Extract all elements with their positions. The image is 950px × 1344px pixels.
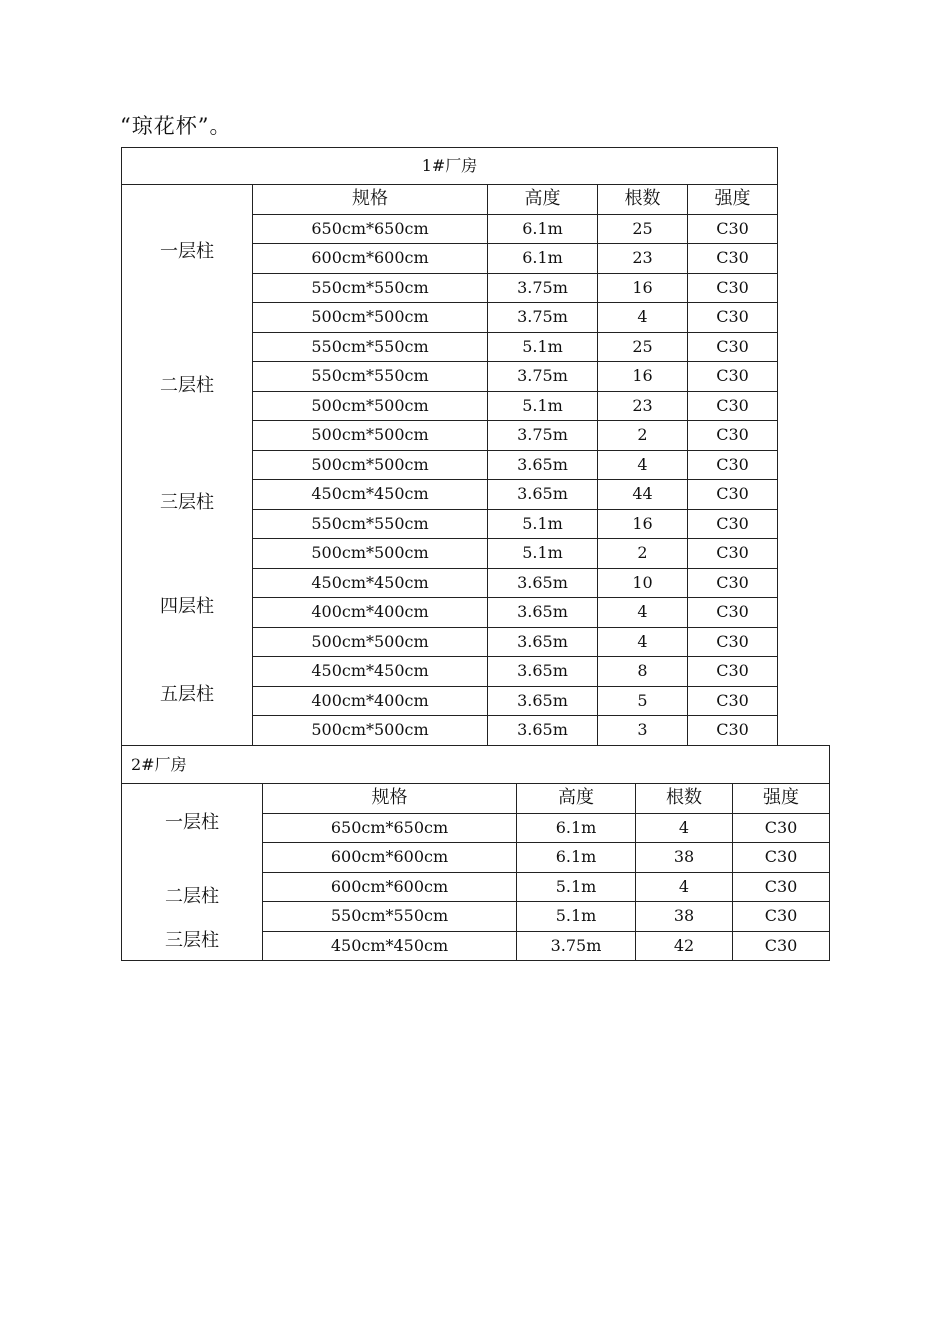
header-cell: 规格 — [253, 185, 488, 215]
count-cell: 4 — [636, 872, 733, 902]
header-cell: 高度 — [517, 784, 636, 814]
height-cell: 5.1m — [488, 509, 598, 539]
height-cell: 5.1m — [517, 872, 636, 902]
count-cell: 2 — [598, 421, 688, 451]
intro-text: “琼花杯”。 — [120, 114, 232, 138]
strength-cell: C30 — [688, 657, 778, 687]
count-cell: 38 — [636, 843, 733, 873]
floor-label: 一层柱 — [165, 812, 219, 833]
height-cell: 3.75m — [488, 273, 598, 303]
strength-cell: C30 — [688, 598, 778, 628]
height-cell: 3.75m — [488, 362, 598, 392]
spec-cell: 450cm*450cm — [253, 657, 488, 687]
count-cell: 4 — [598, 450, 688, 480]
header-cell: 根数 — [598, 185, 688, 215]
height-cell: 6.1m — [517, 813, 636, 843]
spec-cell: 500cm*500cm — [253, 627, 488, 657]
strength-cell: C30 — [733, 872, 830, 902]
height-cell: 5.1m — [488, 332, 598, 362]
header-cell: 规格 — [263, 784, 517, 814]
count-cell: 38 — [636, 902, 733, 932]
count-cell: 16 — [598, 509, 688, 539]
spec-cell: 600cm*600cm — [263, 843, 517, 873]
factory-2-table — [121, 745, 830, 961]
strength-cell: C30 — [688, 539, 778, 569]
floor-label-column — [122, 784, 263, 961]
spec-cell: 400cm*400cm — [253, 598, 488, 628]
height-cell: 6.1m — [488, 244, 598, 274]
spec-cell: 600cm*600cm — [253, 244, 488, 274]
spec-cell: 650cm*650cm — [253, 214, 488, 244]
count-cell: 23 — [598, 244, 688, 274]
count-cell: 3 — [598, 716, 688, 746]
factory-1-table — [121, 147, 778, 746]
count-cell: 23 — [598, 391, 688, 421]
count-cell: 4 — [598, 627, 688, 657]
strength-cell: C30 — [733, 931, 830, 961]
spec-cell: 550cm*550cm — [253, 362, 488, 392]
height-cell: 3.65m — [488, 716, 598, 746]
height-cell: 3.65m — [488, 686, 598, 716]
strength-cell: C30 — [688, 568, 778, 598]
spec-cell: 550cm*550cm — [253, 509, 488, 539]
floor-label: 二层柱 — [160, 375, 214, 396]
height-cell: 3.65m — [488, 598, 598, 628]
floor-label: 三层柱 — [160, 492, 214, 513]
header-cell: 根数 — [636, 784, 733, 814]
header-cell: 高度 — [488, 185, 598, 215]
floor-label: 一层柱 — [160, 241, 214, 262]
strength-cell: C30 — [688, 686, 778, 716]
table-title: 1#厂房 — [122, 148, 778, 185]
strength-cell: C30 — [688, 362, 778, 392]
count-cell: 5 — [598, 686, 688, 716]
strength-cell: C30 — [688, 716, 778, 746]
spec-cell: 500cm*500cm — [253, 391, 488, 421]
height-cell: 5.1m — [488, 391, 598, 421]
height-cell: 3.75m — [488, 421, 598, 451]
strength-cell: C30 — [688, 627, 778, 657]
count-cell: 25 — [598, 214, 688, 244]
header-cell: 强度 — [733, 784, 830, 814]
height-cell: 3.75m — [488, 303, 598, 333]
count-cell: 4 — [636, 813, 733, 843]
strength-cell: C30 — [688, 391, 778, 421]
strength-cell: C30 — [733, 813, 830, 843]
floor-label-column — [122, 185, 253, 746]
spec-cell: 500cm*500cm — [253, 303, 488, 333]
count-cell: 42 — [636, 931, 733, 961]
spec-cell: 450cm*450cm — [253, 480, 488, 510]
spec-cell: 650cm*650cm — [263, 813, 517, 843]
strength-cell: C30 — [688, 450, 778, 480]
count-cell: 8 — [598, 657, 688, 687]
count-cell: 25 — [598, 332, 688, 362]
strength-cell: C30 — [688, 480, 778, 510]
spec-cell: 550cm*550cm — [263, 902, 517, 932]
strength-cell: C30 — [733, 843, 830, 873]
strength-cell: C30 — [688, 332, 778, 362]
height-cell: 3.65m — [488, 627, 598, 657]
floor-label: 四层柱 — [160, 596, 214, 617]
header-cell: 强度 — [688, 185, 778, 215]
spec-cell: 450cm*450cm — [253, 568, 488, 598]
spec-cell: 400cm*400cm — [253, 686, 488, 716]
spec-cell: 500cm*500cm — [253, 421, 488, 451]
floor-label: 五层柱 — [160, 684, 214, 705]
strength-cell: C30 — [733, 902, 830, 932]
count-cell: 16 — [598, 362, 688, 392]
height-cell: 5.1m — [517, 902, 636, 932]
spec-cell: 550cm*550cm — [253, 273, 488, 303]
count-cell: 10 — [598, 568, 688, 598]
height-cell: 3.75m — [517, 931, 636, 961]
strength-cell: C30 — [688, 303, 778, 333]
count-cell: 4 — [598, 598, 688, 628]
height-cell: 3.65m — [488, 480, 598, 510]
spec-cell: 500cm*500cm — [253, 450, 488, 480]
spec-cell: 600cm*600cm — [263, 872, 517, 902]
height-cell: 3.65m — [488, 657, 598, 687]
floor-label: 三层柱 — [165, 930, 219, 951]
count-cell: 16 — [598, 273, 688, 303]
strength-cell: C30 — [688, 273, 778, 303]
table-title: 2#厂房 — [122, 746, 830, 784]
height-cell: 3.65m — [488, 450, 598, 480]
strength-cell: C30 — [688, 509, 778, 539]
height-cell: 5.1m — [488, 539, 598, 569]
count-cell: 4 — [598, 303, 688, 333]
floor-label: 二层柱 — [165, 886, 219, 907]
height-cell: 3.65m — [488, 568, 598, 598]
strength-cell: C30 — [688, 421, 778, 451]
strength-cell: C30 — [688, 214, 778, 244]
spec-cell: 500cm*500cm — [253, 716, 488, 746]
count-cell: 44 — [598, 480, 688, 510]
spec-cell: 500cm*500cm — [253, 539, 488, 569]
count-cell: 2 — [598, 539, 688, 569]
spec-cell: 450cm*450cm — [263, 931, 517, 961]
strength-cell: C30 — [688, 244, 778, 274]
spec-cell: 550cm*550cm — [253, 332, 488, 362]
height-cell: 6.1m — [488, 214, 598, 244]
height-cell: 6.1m — [517, 843, 636, 873]
